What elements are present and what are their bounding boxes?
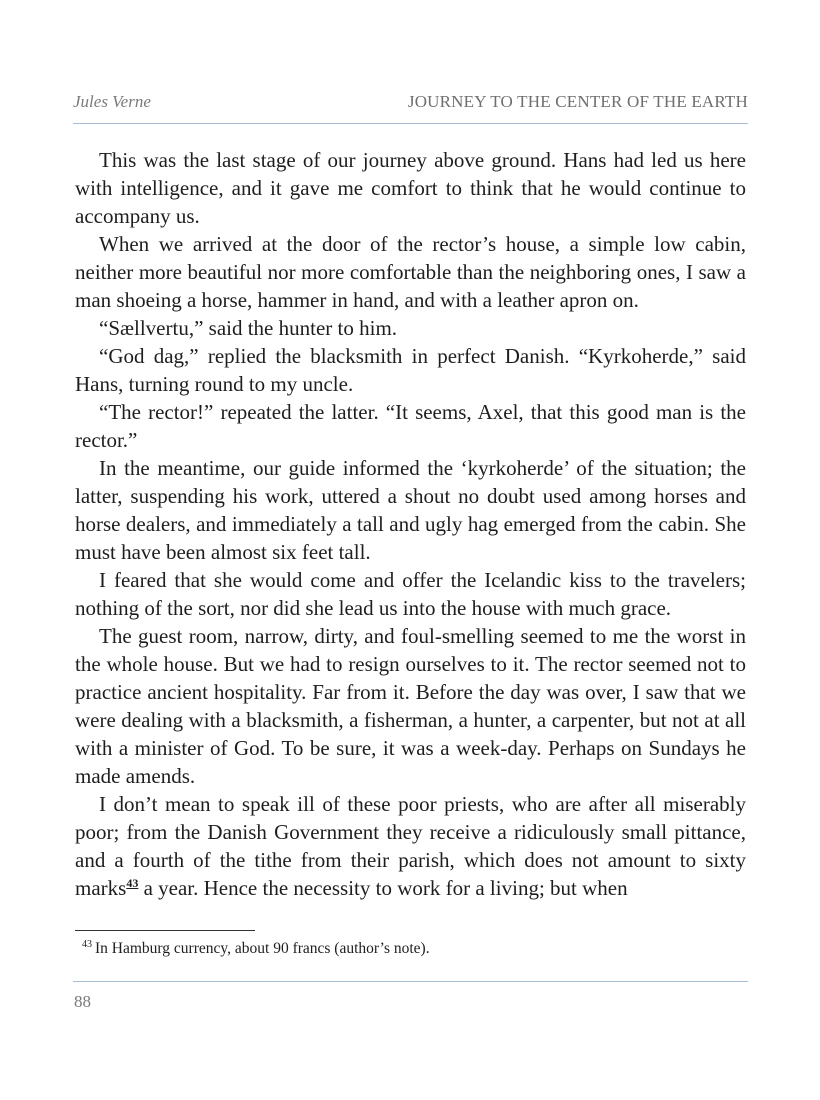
footer-divider	[73, 981, 748, 982]
paragraph: The guest room, narrow, dirty, and foul-smelling seemed to me the worst in the whole house. But we had to resign ourselves to it. The rector seemed not to practice ancient hospitality. Far from it. Before the day was over, I saw that we were dealing with a blacksmith, a fisherman, a hunter, a carpenter, but not at all with a minister of God. To be sure, it was a week-day. Perhaps on Sundays he made amends.	[75, 624, 746, 788]
footnote-text: In Hamburg currency, about 90 francs (author’s note).	[95, 940, 430, 957]
paragraph: When we arrived at the door of the rector’s house, a simple low cabin, neither more beautiful nor more comfortable than the neighboring ones, I saw a man shoeing a horse, hammer in hand, and with a leather apron on.	[75, 232, 746, 312]
paragraph: This was the last stage of our journey above ground. Hans had led us here with intelligence, and it gave me comfort to think that he would continue to accompany us.	[75, 148, 746, 228]
running-header	[73, 92, 748, 124]
paragraph-with-footnote	[75, 790, 746, 902]
header-author: Jules Verne	[73, 92, 151, 111]
header-divider	[73, 123, 748, 124]
paragraph-text-after-ref: a year. Hence the necessity to work for a living; but when	[138, 876, 628, 900]
page-number: 88	[74, 992, 91, 1011]
header-book-title: JOURNEY TO THE CENTER OF THE EARTH	[407, 92, 748, 111]
footnote	[82, 938, 742, 960]
paragraph: “God dag,” replied the blacksmith in perfect Danish. “Kyrkoherde,” said Hans, turning round to my uncle.	[75, 344, 746, 396]
paragraph: “The rector!” repeated the latter. “It seems, Axel, that this good man is the rector.”	[75, 400, 746, 452]
footnote-number: 43	[82, 939, 92, 950]
footnote-reference-link[interactable]: 43	[126, 876, 139, 890]
paragraph: “Sællvertu,” said the hunter to him.	[99, 316, 398, 340]
paragraph-text-before-ref: I don’t mean to speak ill of these poor priests, who are after all miserably poor; from the Danish Government they receive a ridiculously small pittance, and a fourth of the tithe from their parish, which does not amount to sixty marks	[75, 792, 746, 900]
main-text	[75, 146, 746, 902]
paragraph: In the meantime, our guide informed the ‘kyrkoherde’ of the situation; the latter, suspending his work, uttered a shout no doubt used among horses and horse dealers, and immediately a tall and ugly hag emerged from the cabin. She must have been almost six feet tall.	[75, 456, 746, 564]
paragraph: I feared that she would come and offer the Icelandic kiss to the travelers; nothing of the sort, nor did she lead us into the house with much grace.	[75, 568, 746, 620]
footnote-separator	[75, 930, 255, 931]
